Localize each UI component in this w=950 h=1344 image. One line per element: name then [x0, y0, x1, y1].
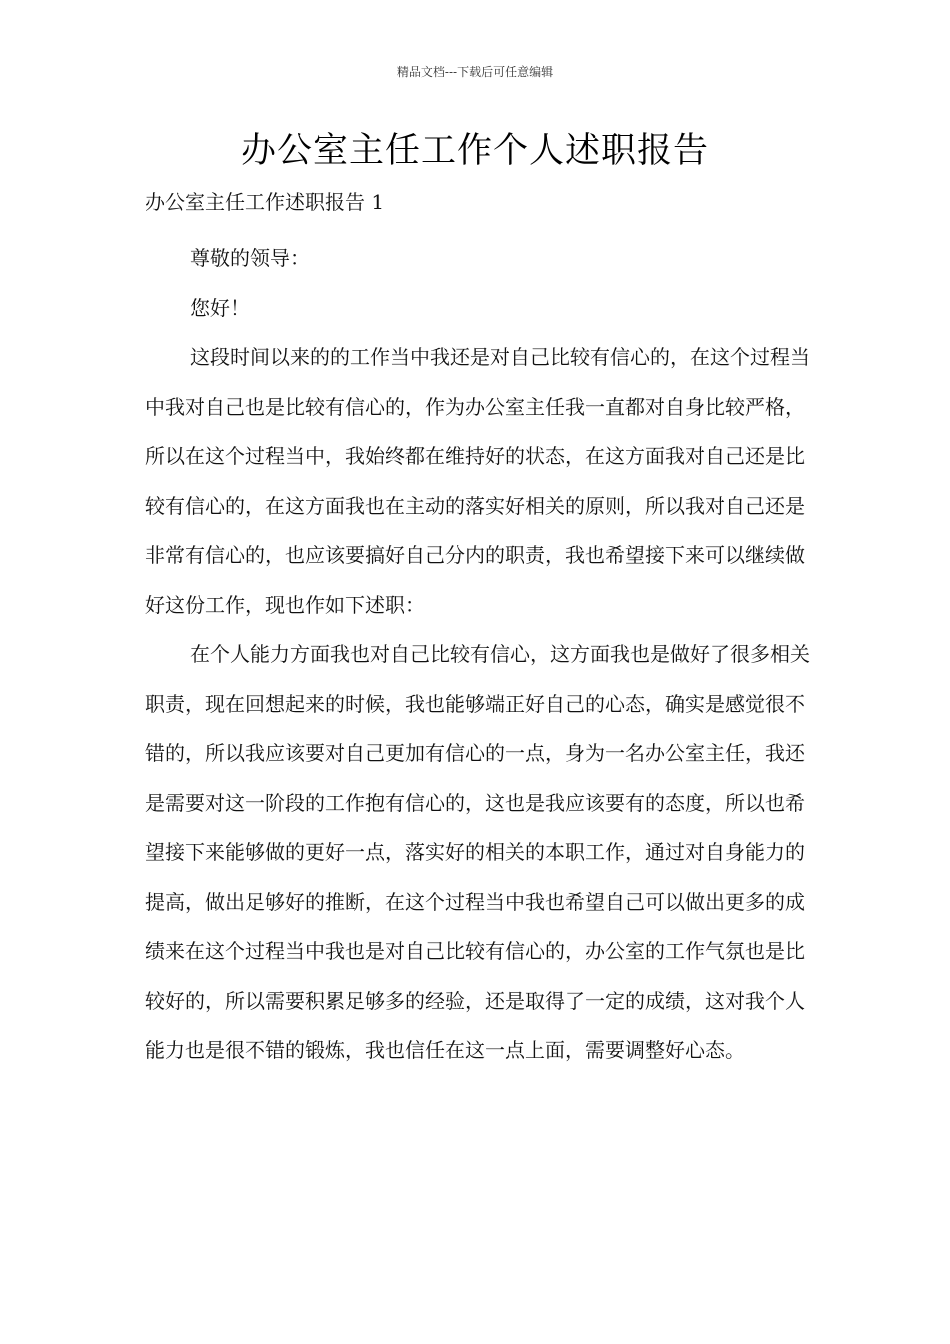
section-subtitle: 办公室主任工作述职报告 1 [145, 190, 385, 214]
header-note: 精品文档---下载后可任意编辑 [396, 65, 554, 79]
paragraph-1: 这段时间以来的的工作当中我还是对自己比较有信心的，在这个过程当中我对自己也是比较有信心的，作为办公室主任我一直都对自身比较严格，所以在这个过程当中，我始终都在维持好的状态，在这方面我对自己还是比较有信心的，在这方面我也在主动的落实好相关的原则，所以我对自己还是非常有信心的，也应该要搞好自己分内的职责，我也希望接下来可以继续做好这份工作，现也作如下述职： [145, 345, 810, 617]
document-title: 办公室主任工作个人述职报告 [240, 131, 709, 171]
greeting-line: 尊敬的领导： [190, 246, 310, 270]
hello-line: 您好！ [190, 295, 250, 320]
document-body [145, 182, 820, 1076]
paragraph-2: 在个人能力方面我也对自己比较有信心，这方面我也是做好了很多相关职责，现在回想起来的时候，我也能够端正好自己的心态，确实是感觉很不错的，所以我应该要对自己更加有信心的一点，身为一名办公室主任，我还是需要对这一阶段的工作抱有信心的，这也是我应该要有的态度，所以也希望接下来能够做的更好一点，落实好的相关的本职工作，通过对自身能力的提高，做出足够好的推断，在这个过程当中我也希望自己可以做出更多的成绩来在这个过程当中我也是对自己比较有信心的，办公室的工作气氛也是比较好的，所以需要积累足够多的经验，还是取得了一定的成绩，这对我个人能力也是很不错的锻炼，我也信任在这一点上面，需要调整好心态。 [145, 642, 810, 1062]
